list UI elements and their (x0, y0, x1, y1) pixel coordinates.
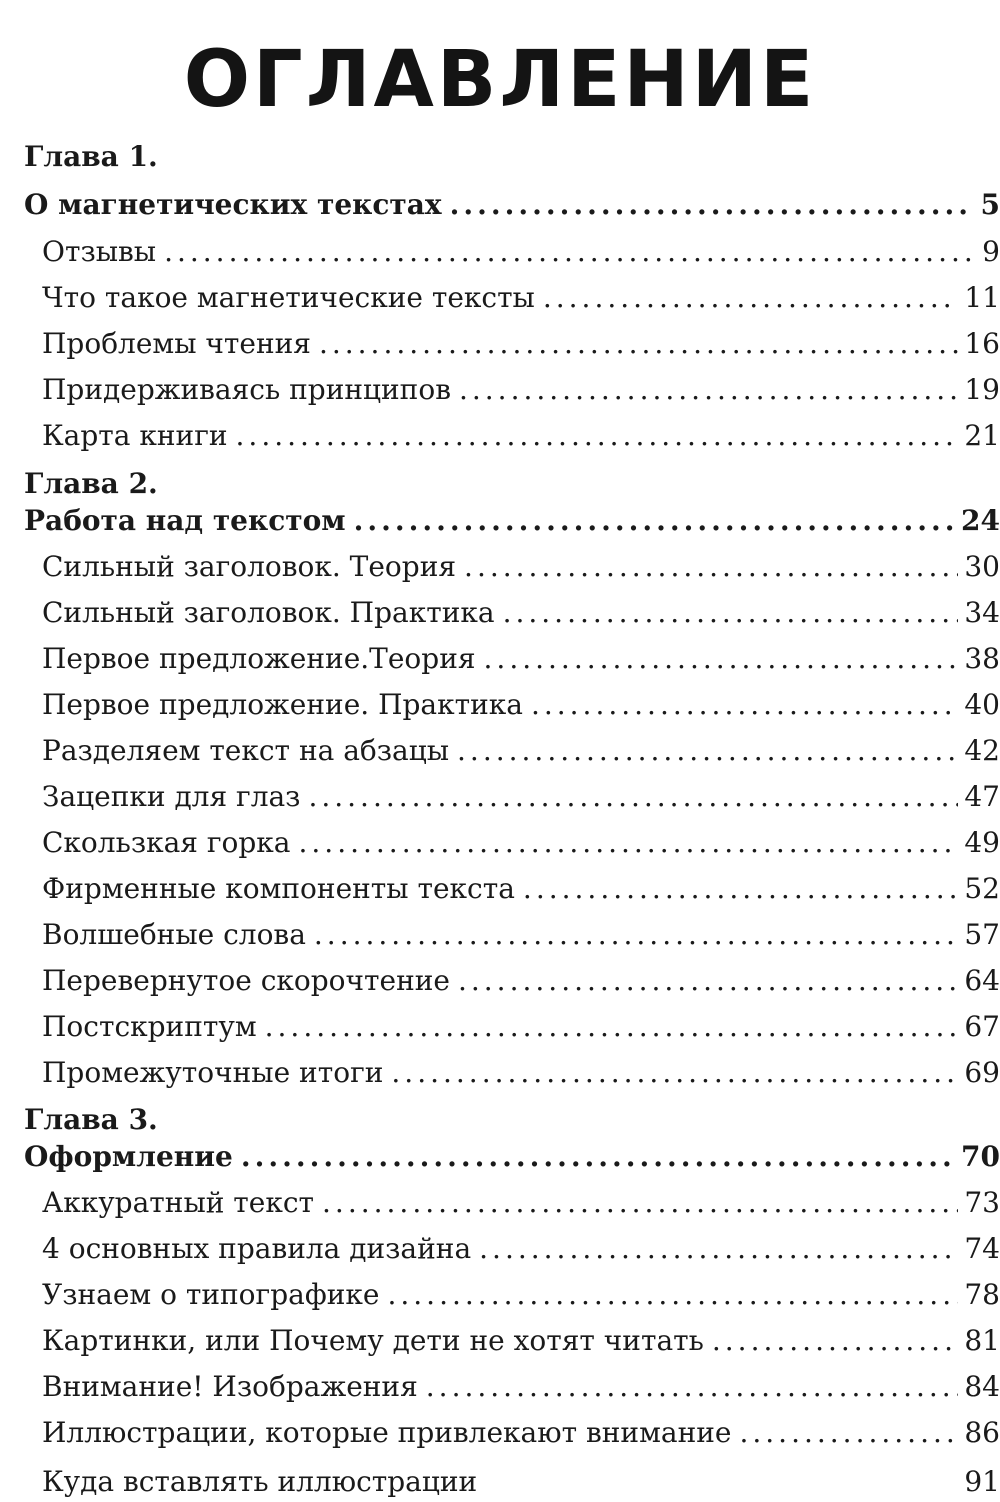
entry-title: Картинки, или Почему дети не хотят читать (42, 1324, 704, 1357)
toc-entry[interactable] (42, 1321, 1000, 1361)
chapter-label: Глава 1. (24, 140, 158, 173)
page-number: 64 (964, 964, 1000, 997)
dot-leader (319, 324, 958, 364)
toc-entry[interactable] (42, 1229, 1000, 1269)
toc-entry[interactable] (42, 1275, 1000, 1315)
page-number: 57 (964, 918, 1000, 951)
section-title: Работа над текстом (24, 504, 346, 537)
entry-title: Перевернутое скорочтение (42, 964, 450, 997)
dot-leader (450, 185, 974, 225)
page-number: 74 (964, 1232, 1000, 1265)
page-number: 5 (980, 188, 1000, 221)
chapter-label: Глава 2. (24, 467, 158, 500)
page-number: 81 (964, 1324, 1000, 1357)
dot-leader (479, 1229, 958, 1269)
dot-leader (712, 1321, 958, 1361)
toc-entry[interactable] (42, 685, 1000, 725)
toc-entry[interactable] (42, 1007, 1000, 1047)
dot-leader (308, 777, 958, 817)
dot-leader (457, 731, 958, 771)
toc-entry[interactable] (42, 324, 1000, 364)
toc-entry[interactable] (42, 961, 1000, 1001)
dot-leader (484, 639, 959, 679)
entry-title: Первое предложение. Практика (42, 688, 523, 721)
entry-title: Разделяем текст на абзацы (42, 734, 450, 767)
page-number: 52 (964, 872, 1000, 905)
entry-title: Аккуратный текст (42, 1186, 315, 1219)
entry-title: Постскриптум (42, 1010, 257, 1043)
entry-title: Проблемы чтения (42, 327, 311, 360)
entry-title: Сильный заголовок. Теория (42, 550, 457, 583)
page-number: 11 (964, 281, 1000, 314)
dot-leader (543, 278, 959, 318)
toc-entry[interactable] (42, 731, 1000, 771)
dot-leader (299, 823, 959, 863)
entry-title: Сильный заголовок. Практика (42, 596, 495, 629)
entry-title: Узнаем о типографике (42, 1278, 380, 1311)
page-number: 40 (964, 688, 1000, 721)
toc-entry[interactable] (42, 777, 1000, 817)
entry-title: Что такое магнетические тексты (42, 281, 535, 314)
page-number: 30 (964, 550, 1000, 583)
page-number: 34 (964, 596, 1000, 629)
chapter-label: Глава 3. (24, 1103, 158, 1136)
dot-leader (236, 416, 959, 456)
dot-leader (503, 593, 959, 633)
dot-leader (265, 1007, 959, 1047)
section-title: Оформление (24, 1140, 233, 1173)
cut-off-entry-title: Куда вставлять иллюстрации (42, 1465, 478, 1498)
entry-title: Придерживаясь принципов (42, 373, 451, 406)
page-number: 24 (961, 504, 1000, 537)
toc-entry[interactable] (42, 1367, 1000, 1407)
toc-entry[interactable] (42, 278, 1000, 318)
toc-entry[interactable] (42, 823, 1000, 863)
toc-entry[interactable] (42, 915, 1000, 955)
dot-leader (458, 961, 958, 1001)
cut-off-entry-page: 91 (964, 1465, 1000, 1498)
dot-leader (241, 1137, 955, 1177)
toc-entry[interactable] (42, 1183, 1000, 1223)
toc-entry[interactable] (42, 416, 1000, 456)
dot-leader (354, 501, 955, 541)
page-number: 38 (964, 642, 1000, 675)
dot-leader (459, 370, 958, 410)
page-number: 86 (964, 1416, 1000, 1449)
entry-title: Зацепки для глаз (42, 780, 301, 813)
page-number: 21 (964, 419, 1000, 452)
page-number: 73 (964, 1186, 1000, 1219)
entry-title: Внимание! Изображения (42, 1370, 418, 1403)
toc-entry[interactable] (42, 1413, 1000, 1453)
entry-title: Промежуточные итоги (42, 1056, 384, 1089)
page-number: 9 (982, 235, 1000, 268)
entry-title: Волшебные слова (42, 918, 306, 951)
toc-entry[interactable] (42, 639, 1000, 679)
toc-section-entry[interactable] (24, 1137, 1000, 1177)
entry-title: Фирменные компоненты текста (42, 872, 515, 905)
page-number: 70 (961, 1140, 1000, 1173)
page-number: 47 (964, 780, 1000, 813)
page-number: 42 (964, 734, 1000, 767)
entry-title: Первое предложение.Теория (42, 642, 476, 675)
dot-leader (739, 1413, 958, 1453)
toc-section-entry[interactable] (24, 185, 1000, 225)
dot-leader (464, 547, 958, 587)
page-number: 78 (964, 1278, 1000, 1311)
dot-leader (391, 1053, 958, 1093)
toc-entry[interactable] (42, 869, 1000, 909)
page-number: 49 (964, 826, 1000, 859)
dot-leader (531, 685, 958, 725)
dot-leader (164, 232, 974, 272)
dot-leader (314, 915, 958, 955)
section-title: О магнетических текстах (24, 188, 442, 221)
page-number: 19 (964, 373, 1000, 406)
toc-section-entry[interactable] (24, 501, 1000, 541)
dot-leader (387, 1275, 958, 1315)
entry-title: Карта книги (42, 419, 228, 452)
dot-leader (523, 869, 958, 909)
page-title: ОГЛАВЛЕНИЕ (183, 35, 817, 125)
entry-title: Скользкая горка (42, 826, 291, 859)
dot-leader (426, 1367, 959, 1407)
dot-leader (322, 1183, 958, 1223)
entry-title: Отзывы (42, 235, 157, 268)
toc-entry[interactable] (42, 370, 1000, 410)
page-number: 84 (964, 1370, 1000, 1403)
toc-entry[interactable] (42, 547, 1000, 587)
page-number: 67 (964, 1010, 1000, 1043)
page-number: 69 (964, 1056, 1000, 1089)
toc-entry[interactable] (42, 593, 1000, 633)
entry-title: Иллюстрации, которые привлекают внимание (42, 1416, 732, 1449)
toc-entry[interactable] (42, 1053, 1000, 1093)
toc-entry[interactable] (42, 232, 1000, 272)
entry-title: 4 основных правила дизайна (42, 1232, 472, 1265)
page-number: 16 (964, 327, 1000, 360)
